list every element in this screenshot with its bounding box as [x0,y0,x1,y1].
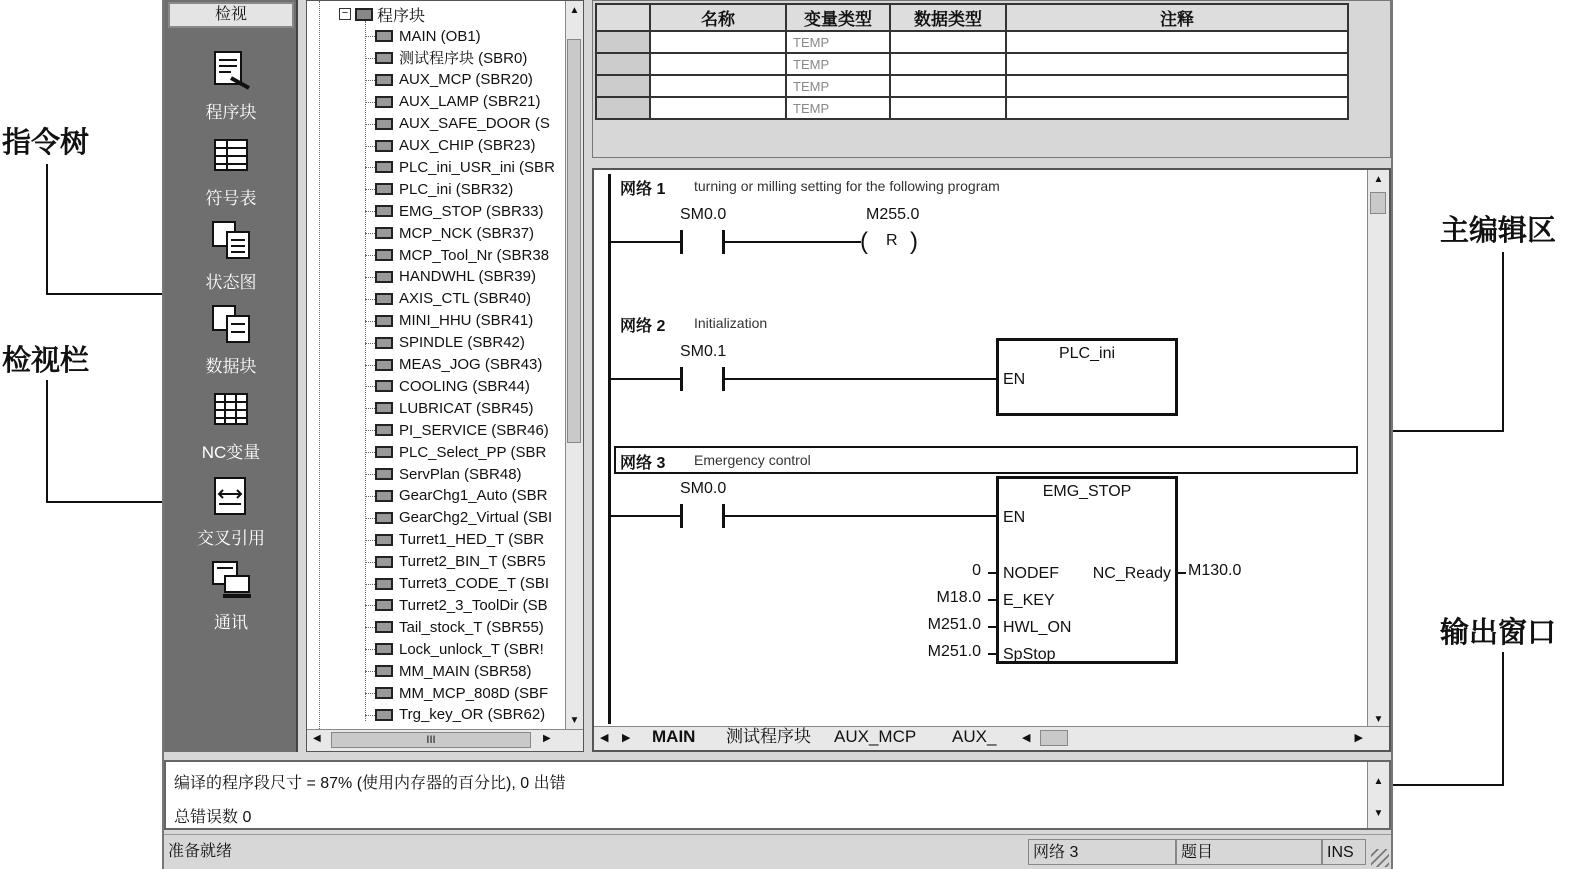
tree-item[interactable] [375,222,534,244]
data-type-cell[interactable] [890,31,1006,53]
network-3-wire [608,515,680,517]
tree-connector [365,36,375,37]
status-chart-icon [209,218,253,262]
name-cell[interactable] [650,97,786,119]
tree-item[interactable] [375,485,547,507]
tree-connector [365,562,375,563]
subroutine-icon [375,315,393,327]
subroutine-icon [375,380,393,392]
subroutine-icon [375,512,393,524]
scroll-left-arrow-icon[interactable]: ◀ [313,733,321,744]
scroll-thumb[interactable] [567,39,581,443]
viewbar-item-cross-reference[interactable] [164,474,298,556]
tree-item-label: PLC_ini (SBR32) [399,180,514,198]
leader-main-editor-v [1502,252,1504,432]
tree-connector [365,693,375,694]
col-header-var-type: 变量类型 [786,4,890,31]
network-3-emg-stop-box[interactable] [996,476,1178,664]
subroutine-icon [375,140,393,152]
viewbar-item-data-block[interactable] [164,302,298,384]
nc-variable-icon [209,388,253,432]
tree-item[interactable] [375,638,544,660]
tree-item[interactable] [375,397,533,419]
tree-connector [365,474,375,475]
tree-item-label: PLC_ini_USR_ini (SBR [399,158,555,176]
tree-item[interactable] [375,91,540,113]
var-type-cell[interactable]: TEMP [786,31,890,53]
view-bar [164,0,298,752]
network-2-contact-address[interactable]: SM0.1 [680,343,727,360]
network-1-title[interactable]: 网络 1 [620,181,666,198]
pin-stub [988,626,996,628]
instruction-tree [306,0,584,752]
callout-output-window: 输出窗口 [1440,615,1557,649]
main-editor[interactable] [592,168,1391,752]
tree-item-label: MCP_Tool_Nr (SBR38 [399,246,550,264]
hscroll-left-arrow-icon[interactable]: ◀ [1022,732,1031,744]
leader-view-bar-v [46,380,48,502]
row-stub[interactable] [596,75,650,97]
tree-item-label: SPINDLE (SBR42) [399,334,525,352]
box-pin-nodef: NODEF [1003,565,1059,582]
scroll-down-arrow-icon[interactable]: ▼ [1373,714,1384,725]
operand-spstop[interactable]: M251.0 [927,643,981,660]
tree-connector [365,277,375,278]
tree-connector [365,671,375,672]
folder-icon [355,8,373,21]
tree-item-label: AUX_LAMP (SBR21) [399,93,541,111]
tree-item-label: PLC_Select_PP (SBR [399,443,547,461]
scroll-up-arrow-icon[interactable]: ▲ [1373,776,1384,787]
tree-horizontal-scrollbar[interactable] [307,729,583,751]
tree-item[interactable] [375,200,544,222]
subroutine-icon [375,183,393,195]
tree-item[interactable] [375,463,522,485]
tree-guide-line [319,1,320,731]
subroutine-icon [375,599,393,611]
network-3-comment[interactable]: Emergency control [694,452,811,468]
pin-stub [1178,572,1186,574]
subroutine-icon [375,643,393,655]
name-cell[interactable] [650,75,786,97]
tree-item-label: LUBRICAT (SBR45) [399,399,534,417]
tree-connector [365,496,375,497]
tree-item[interactable] [375,507,552,529]
subroutine-icon [375,337,393,349]
operand-e-key[interactable]: M18.0 [936,589,981,606]
network-1-contact-left[interactable] [680,230,683,254]
tree-item[interactable] [375,594,548,616]
subroutine-icon [375,161,393,173]
tree-item-label: Trg_key_OR (SBR62) [399,706,546,724]
network-2-contact-left[interactable] [680,367,683,391]
variable-table-grid [595,3,1349,120]
tree-connector [365,102,375,103]
scroll-right-arrow-icon[interactable]: ▶ [543,733,551,744]
tree-item-label: HANDWHL (SBR39) [399,268,536,286]
tree-item[interactable] [375,375,530,397]
collapse-icon[interactable]: − [339,8,351,20]
data-type-cell[interactable] [890,75,1006,97]
viewbar-label: NC变量 [201,443,261,462]
tree-vertical-scrollbar[interactable] [565,1,583,731]
tree-item-label: MEAS_JOG (SBR43) [399,356,543,373]
tree-item[interactable] [375,419,549,441]
tree-item[interactable] [375,660,532,682]
tab-aux[interactable]: AUX_ [952,727,997,746]
tree-connector [365,146,375,147]
tree-item-label: AUX_CHIP (SBR23) [399,137,536,154]
box-en-pin: EN [1003,371,1026,388]
operand-nc-ready[interactable]: M130.0 [1188,562,1242,579]
pin-stub [988,653,996,655]
network-1-wire [608,241,680,243]
subroutine-icon [375,205,393,217]
network-2-title[interactable]: 网络 2 [620,318,666,335]
tree-connector [365,80,375,81]
tree-connector [365,233,375,234]
network-3-title[interactable]: 网络 3 [620,455,666,472]
col-header-name: 名称 [650,4,786,31]
view-bar-header[interactable]: 检视 [168,2,294,28]
row-stub[interactable] [596,53,650,75]
box-pin-nc-ready: NC_Ready [1092,565,1171,582]
comment-cell[interactable] [1006,53,1348,75]
tree-item[interactable] [375,47,527,69]
status-topic: 题目 [1176,839,1322,865]
subroutine-icon [375,271,393,283]
box-pin-e-key: E_KEY [1003,592,1055,609]
variable-table [592,0,1391,158]
tree-item[interactable] [375,332,525,354]
status-mode: INS [1322,839,1366,865]
tree-connector [365,321,375,322]
viewbar-item-program-block[interactable] [164,48,298,130]
app-window [162,0,1393,869]
subroutine-icon [375,52,393,64]
leader-output-window-v [1502,652,1504,786]
subroutine-icon [375,227,393,239]
network-3-contact-address[interactable]: SM0.0 [680,480,727,497]
col-header-comment: 注释 [1006,4,1348,31]
viewbar-item-nc-variable[interactable] [164,388,298,470]
status-network: 网络 3 [1028,839,1176,865]
program-block-icon [209,48,253,92]
tree-item-label: AXIS_CTL (SBR40) [399,290,531,308]
output-vertical-scrollbar[interactable] [1367,762,1389,828]
editor-vertical-scrollbar[interactable] [1367,170,1389,730]
scroll-thumb[interactable] [1370,192,1386,214]
tree-item-label: Lock_unlock_T (SBR! [399,640,544,658]
subroutine-icon [375,621,393,633]
scroll-down-arrow-icon[interactable]: ▼ [569,715,580,726]
tree-item-label: PI_SERVICE (SBR46) [399,421,549,439]
box-name: EMG_STOP [1042,483,1132,500]
leader-instruction-tree-v [46,164,48,294]
tree-connector [365,715,375,716]
network-2-plc-ini-box[interactable] [996,338,1178,416]
tree-root-program-block[interactable] [339,3,425,25]
row-stub-header [596,4,650,31]
tree-item-label: MCP_NCK (SBR37) [399,224,535,242]
box-en-pin: EN [1003,509,1026,526]
tree-item[interactable] [375,682,548,704]
network-1-coil-close: ) [910,228,918,255]
hscroll-thumb[interactable] [1040,730,1068,746]
tree-item-label: Turret2_BIN_T (SBR5 [399,553,546,571]
viewbar-item-status-chart[interactable] [164,218,298,300]
box-pin-spstop: SpStop [1003,646,1056,663]
tree-connector [365,649,375,650]
viewbar-label: 符号表 [205,189,257,208]
tree-item[interactable] [375,441,546,463]
resize-grip-icon[interactable] [1371,849,1389,867]
tree-item-label: Tail_stock_T (SBR55) [399,618,544,636]
subroutine-icon [375,74,393,86]
table-row[interactable] [596,31,1348,53]
tree-item-label: Turret3_CODE_T (SBI [399,575,550,592]
network-2-wire [608,378,680,380]
var-type-cell[interactable]: TEMP [786,53,890,75]
tree-connector [365,167,375,168]
table-row[interactable] [596,75,1348,97]
subroutine-icon [375,490,393,502]
comment-cell[interactable] [1006,97,1348,119]
viewbar-label: 程序块 [205,103,257,122]
data-type-cell[interactable] [890,53,1006,75]
status-bar [164,834,1391,869]
network-1-coil-op: R [886,232,898,249]
table-row[interactable] [596,53,1348,75]
tree-connector [365,518,375,519]
network-1-coil-address[interactable]: M255.0 [866,206,920,223]
tab-aux-mcp[interactable]: AUX_MCP [834,727,917,746]
tree-item[interactable] [375,69,533,91]
network-1-contact-address[interactable]: SM0.0 [680,206,727,223]
operand-nodef[interactable]: 0 [972,562,981,579]
subroutine-icon [375,446,393,458]
comment-cell[interactable] [1006,31,1348,53]
tree-connector [365,365,375,366]
hscroll-thumb[interactable] [331,732,531,748]
network-2-comment[interactable]: Initialization [694,315,768,331]
pin-stub [988,599,996,601]
tree-connector [365,386,375,387]
scroll-up-arrow-icon[interactable]: ▲ [1373,174,1384,185]
editor-tab-bar [594,726,1389,750]
tree-item[interactable] [375,551,546,573]
tab-test-program-block[interactable]: 测试程序块 [726,727,811,746]
tree-connector [365,189,375,190]
subroutine-icon [375,578,393,590]
tree-connector [365,408,375,409]
table-row[interactable] [596,97,1348,119]
subroutine-icon [375,534,393,546]
scroll-down-arrow-icon[interactable]: ▼ [1373,808,1384,819]
tree-connector [365,430,375,431]
tree-item[interactable] [375,310,533,332]
tree-item[interactable] [375,244,549,266]
tree-item[interactable] [375,616,544,638]
subroutine-icon [375,118,393,130]
tree-item-label: AUX_MCP (SBR20) [399,71,533,89]
callout-instruction-tree: 指令树 [2,125,90,159]
name-cell[interactable] [650,53,786,75]
tree-item-label: COOLING (SBR44) [399,377,530,395]
tree-item[interactable] [375,288,531,310]
comment-cell[interactable] [1006,75,1348,97]
output-line-compile: 编译的程序段尺寸 = 87% (使用内存器的百分比), 0 出错 [174,775,566,792]
tree-connector [365,211,375,212]
subroutine-icon [375,468,393,480]
tree-connector [365,299,375,300]
tree-item-label: MM_MAIN (SBR58) [399,662,532,680]
tree-item[interactable] [375,113,550,135]
scroll-up-arrow-icon[interactable]: ▲ [569,5,580,16]
box-name: PLC_ini [1058,345,1116,362]
subroutine-icon [375,556,393,568]
network-3-contact-left[interactable] [680,504,683,528]
viewbar-item-symbol-table[interactable] [164,134,298,216]
tree-root-label: 程序块 [377,7,426,25]
tree-item-label: GearChg1_Auto (SBR [399,487,548,505]
tree-item-label: AUX_SAFE_DOOR (S [399,115,550,133]
tree-connector [365,627,375,628]
subroutine-icon [375,424,393,436]
subroutine-icon [375,709,393,721]
hscroll-right-arrow-icon[interactable]: ▶ [1354,732,1363,744]
subroutine-icon [375,293,393,305]
tree-connector [365,452,375,453]
output-window[interactable] [164,760,1391,830]
network-3-wire [725,515,997,517]
tree-item-label: EMG_STOP (SBR33) [399,202,544,220]
data-type-cell[interactable] [890,97,1006,119]
network-1-coil[interactable]: ( [860,228,868,255]
tree-connector [365,605,375,606]
viewbar-label: 通讯 [214,613,248,632]
callout-main-editor: 主编辑区 [1440,213,1557,247]
viewbar-item-communication[interactable] [164,558,298,640]
row-stub[interactable] [596,31,650,53]
tree-item-label: MAIN (OB1) [399,27,481,45]
communication-icon [209,558,253,602]
operand-hwl-on[interactable]: M251.0 [927,616,981,633]
tree-item[interactable] [375,156,555,178]
tree-connector [365,58,375,59]
status-ready: 准备就绪 [168,843,233,860]
tree-item[interactable] [375,135,535,157]
var-type-cell[interactable]: TEMP [786,75,890,97]
viewbar-label: 数据块 [205,357,257,376]
tree-item[interactable] [375,529,544,551]
tree-connector [365,343,375,344]
pin-stub [988,572,996,574]
tree-item[interactable] [375,573,549,595]
network-2-wire [725,378,997,380]
network-1-wire [725,241,861,243]
output-line-errors: 总错误数 0 [174,809,252,826]
tree-item[interactable] [375,266,536,288]
tree-connector [365,255,375,256]
tree-item-label: Turret1_HED_T (SBR [399,531,545,549]
viewbar-label: 交叉引用 [197,529,265,548]
tab-next-arrow-icon[interactable]: ▶ [622,732,631,744]
tree-item[interactable] [375,178,513,200]
tree-connector [365,540,375,541]
tab-main[interactable]: MAIN [652,727,696,746]
subroutine-icon [375,249,393,261]
power-rail [608,174,611,724]
tree-item-label: Turret2_3_ToolDir (SB [399,596,548,614]
data-block-icon [209,302,253,346]
tree-guide-line [365,21,366,721]
name-cell[interactable] [650,31,786,53]
tree-item-label: 测试程序块 (SBR0) [399,50,528,68]
tree-item[interactable] [375,704,545,726]
tree-connector [365,124,375,125]
subroutine-icon [375,402,393,414]
tree-item-label: MINI_HHU (SBR41) [399,312,534,330]
network-1-comment[interactable]: turning or milling setting for the following program [694,178,1000,194]
subroutine-icon [375,665,393,677]
tree-item-label: MM_MCP_808D (SBF [399,684,549,702]
subroutine-icon [375,687,393,699]
tab-prev-arrow-icon[interactable]: ◀ [600,732,609,744]
tree-item-label: ServPlan (SBR48) [399,465,522,483]
subroutine-icon [375,96,393,108]
hscroll-grip: III [426,734,436,746]
row-stub[interactable] [596,97,650,119]
tree-connector [365,584,375,585]
box-pin-hwl-on: HWL_ON [1003,619,1072,636]
symbol-table-icon [209,134,253,178]
tree-item[interactable] [375,25,481,47]
subroutine-icon [375,30,393,42]
var-type-cell[interactable]: TEMP [786,97,890,119]
cross-reference-icon [209,474,253,518]
callout-view-bar: 检视栏 [2,343,90,377]
col-header-data-type: 数据类型 [890,4,1006,31]
subroutine-icon [375,359,393,371]
tree-item-label: GearChg2_Virtual (SBI [399,509,553,527]
viewbar-label: 状态图 [205,273,257,292]
tree-item[interactable] [375,354,542,376]
